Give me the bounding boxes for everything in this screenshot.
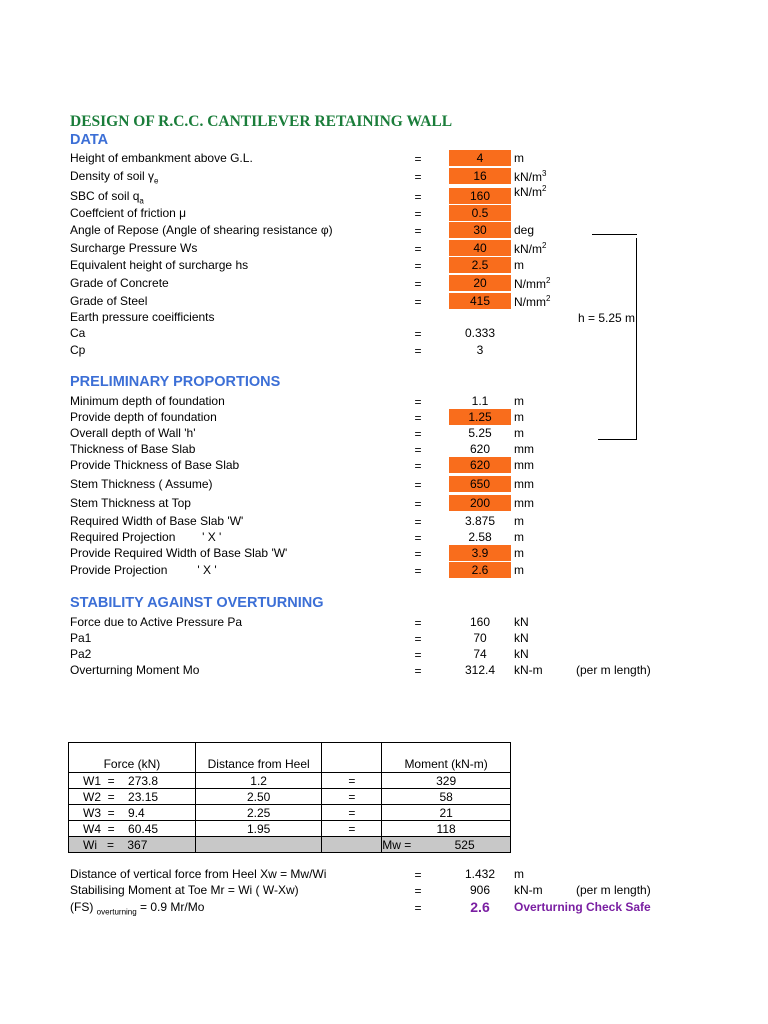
unit-label: mm: [514, 458, 534, 472]
moment-cell: 21: [382, 805, 511, 821]
equals-sign: =: [414, 190, 422, 204]
sheet-title: DESIGN OF R.C.C. CANTILEVER RETAINING WALL: [70, 113, 453, 130]
table-header-force: Force (kN): [69, 743, 196, 773]
row-label: Stem Thickness at Top: [70, 496, 191, 510]
row-label: Minimum depth of foundation: [70, 394, 225, 408]
equals-sign: =: [414, 664, 422, 678]
equals-sign: =: [414, 259, 422, 273]
equals-sign: =: [414, 295, 422, 309]
computed-cell: 74: [473, 647, 487, 661]
equals-sign: =: [414, 411, 422, 425]
unit-label: m: [514, 394, 524, 408]
sum-blank-cell: [322, 837, 382, 853]
row-label: Distance of vertical force from Heel Xw = Mw/Wi: [70, 867, 327, 881]
row-label: Ca: [70, 326, 86, 340]
row-label: Height of embankment above G.L.: [70, 151, 253, 165]
table-header-distance: Distance from Heel: [195, 743, 322, 773]
overturning-check-status: Overturning Check Safe: [514, 900, 651, 914]
wall-height-note: h = 5.25 m: [578, 311, 636, 325]
row-label: Equivalent height of surcharge hs: [70, 258, 249, 272]
equals-sign: =: [414, 632, 422, 646]
input-cell[interactable]: 2.5: [449, 257, 511, 273]
input-cell[interactable]: 16: [449, 168, 511, 184]
input-cell[interactable]: 3.9: [449, 545, 511, 561]
equals-sign: =: [414, 152, 422, 166]
per-length-note: (per m length): [576, 883, 651, 897]
factor-of-safety-value: 2.6: [470, 899, 490, 915]
row-label: Grade of Steel: [70, 294, 148, 308]
equals-sign: =: [414, 207, 422, 221]
unit-label: $kN/m^3$: [514, 169, 547, 184]
table-row: [69, 773, 511, 789]
distance-cell: 2.50: [195, 789, 322, 805]
unit-label: mm: [514, 496, 534, 510]
force-cell: W4 = 60.45: [69, 821, 196, 837]
distance-cell: 2.25: [195, 805, 322, 821]
row-label: Stem Thickness ( Assume): [70, 477, 213, 491]
computed-cell: 70: [473, 631, 487, 645]
unit-label: $N/mm^2$: [514, 294, 551, 309]
section-stability-heading: STABILITY AGAINST OVERTURNING: [70, 595, 324, 611]
row-label: Grade of Concrete: [70, 276, 169, 290]
distance-cell: 1.95: [195, 821, 322, 837]
row-label: Coeffcient of friction μ: [70, 206, 187, 220]
unit-label: mm: [514, 477, 534, 491]
row-label: Overall depth of Wall 'h': [70, 426, 196, 440]
total-force-cell: Wi = 367: [69, 837, 196, 853]
total-moment-cell: Mw = 525: [382, 837, 511, 853]
computed-cell: 3: [476, 343, 484, 357]
moment-cell: 58: [382, 789, 511, 805]
unit-label: m: [514, 867, 524, 881]
dimension-line-top: [592, 234, 637, 235]
input-cell[interactable]: 40: [449, 240, 511, 256]
computed-cell: 1.1: [471, 394, 489, 408]
unit-label: m: [514, 258, 524, 272]
table-header-row: [69, 743, 511, 773]
section-data-heading: DATA: [70, 132, 109, 148]
moment-cell: 329: [382, 773, 511, 789]
equals-sign: =: [414, 564, 422, 578]
moment-cell: 118: [382, 821, 511, 837]
unit-label: kN-m: [514, 663, 543, 677]
input-cell[interactable]: 20: [449, 275, 511, 291]
row-label: Pa2: [70, 647, 92, 661]
input-cell[interactable]: 160: [449, 188, 511, 204]
unit-label: kN: [514, 615, 529, 629]
equals-sign: =: [414, 443, 422, 457]
input-cell[interactable]: 650: [449, 476, 511, 492]
equals-sign: =: [414, 547, 422, 561]
input-cell[interactable]: 2.6: [449, 562, 511, 578]
unit-label: $kN/m^2$: [514, 241, 547, 256]
unit-label: kN-m: [514, 883, 543, 897]
equals-sign: =: [414, 242, 422, 256]
input-cell[interactable]: 620: [449, 457, 511, 473]
equals-sign: =: [414, 901, 422, 915]
input-cell[interactable]: 4: [449, 150, 511, 166]
section-preliminary-heading: PRELIMINARY PROPORTIONS: [70, 374, 281, 390]
force-cell: W3 = 9.4: [69, 805, 196, 821]
computed-cell: 5.25: [468, 426, 492, 440]
equals-cell: =: [322, 789, 382, 805]
computed-cell: 312.4: [464, 663, 496, 677]
equals-sign: =: [414, 478, 422, 492]
equals-sign: =: [414, 395, 422, 409]
input-cell[interactable]: 30: [449, 222, 511, 238]
unit-label: deg: [514, 223, 535, 237]
equals-cell: =: [322, 773, 382, 789]
row-label: Surcharge Pressure Ws: [70, 241, 198, 255]
force-cell: W2 = 23.15: [69, 789, 196, 805]
equals-sign: =: [414, 616, 422, 630]
input-cell[interactable]: 415: [449, 293, 511, 309]
row-label: Provide depth of foundation: [70, 410, 217, 424]
row-label: Earth pressure coeifficients: [70, 310, 215, 324]
row-label: SBC of soil $q_a$: [70, 189, 144, 206]
equals-cell: =: [322, 805, 382, 821]
equals-sign: =: [414, 327, 422, 341]
row-label: Angle of Repose (Angle of shearing resistance φ): [70, 223, 333, 237]
equals-sign: =: [414, 531, 422, 545]
row-label: Required Projection ' X ': [70, 530, 222, 544]
unit-label: m: [514, 426, 524, 440]
table-sum-row: [69, 837, 511, 853]
row-label: Overturning Moment Mo: [70, 663, 200, 677]
sum-blank-cell: [195, 837, 322, 853]
table-row: [69, 821, 511, 837]
unit-label: mm: [514, 442, 534, 456]
table-row: [69, 805, 511, 821]
input-cell[interactable]: 0.5: [449, 205, 511, 221]
row-label: Thickness of Base Slab: [70, 442, 196, 456]
table-header-blank: [322, 743, 382, 773]
computed-cell: 160: [469, 615, 491, 629]
computed-cell: 906: [469, 883, 491, 897]
row-label: Provide Required Width of Base Slab 'W': [70, 546, 288, 560]
equals-sign: =: [414, 277, 422, 291]
row-label: Pa1: [70, 631, 92, 645]
equals-sign: =: [414, 427, 422, 441]
table-header-moment: Moment (kN-m): [382, 743, 511, 773]
row-label: Force due to Active Pressure Pa: [70, 615, 243, 629]
unit-label: kN: [514, 631, 529, 645]
unit-label: m: [514, 563, 524, 577]
input-cell[interactable]: 200: [449, 495, 511, 511]
equals-sign: =: [414, 497, 422, 511]
unit-label: m: [514, 514, 524, 528]
row-label: Required Width of Base Slab 'W': [70, 514, 244, 528]
computed-cell: 0.333: [464, 326, 496, 340]
computed-cell: 3.875: [464, 514, 496, 528]
input-cell[interactable]: 1.25: [449, 409, 511, 425]
equals-sign: =: [414, 648, 422, 662]
computed-cell: 2.58: [468, 530, 492, 544]
unit-label: m: [514, 530, 524, 544]
equals-sign: =: [414, 344, 422, 358]
equals-sign: =: [414, 515, 422, 529]
computed-cell: 1.432: [464, 867, 496, 881]
row-label: Provide Thickness of Base Slab: [70, 458, 240, 472]
row-label: Provide Projection ' X ': [70, 563, 217, 577]
equals-sign: =: [414, 884, 422, 898]
page-right-margin: [640, 0, 768, 1024]
unit-label: kN: [514, 647, 529, 661]
equals-sign: =: [414, 459, 422, 473]
equals-sign: =: [414, 170, 422, 184]
table-row: [69, 789, 511, 805]
stabilising-forces-table: [68, 742, 511, 853]
force-cell: W1 = 273.8: [69, 773, 196, 789]
row-label: Stabilising Moment at Toe Mr = Wi ( W-Xw): [70, 883, 299, 897]
unit-label: m: [514, 410, 524, 424]
unit-label: m: [514, 151, 524, 165]
row-label: Density of soil $\gamma_e$: [70, 169, 159, 186]
row-label: (FS) $_{overturning}$ = 0.9 Mr/Mo: [70, 900, 205, 917]
equals-sign: =: [414, 224, 422, 238]
row-label: Cp: [70, 343, 86, 357]
unit-label: $kN/m^2$: [514, 184, 547, 199]
distance-cell: 1.2: [195, 773, 322, 789]
computed-cell: 620: [469, 442, 491, 456]
unit-label: $N/mm^2$: [514, 276, 551, 291]
equals-cell: =: [322, 821, 382, 837]
unit-label: m: [514, 546, 524, 560]
equals-sign: =: [414, 868, 422, 882]
per-length-note: (per m length): [576, 663, 651, 677]
